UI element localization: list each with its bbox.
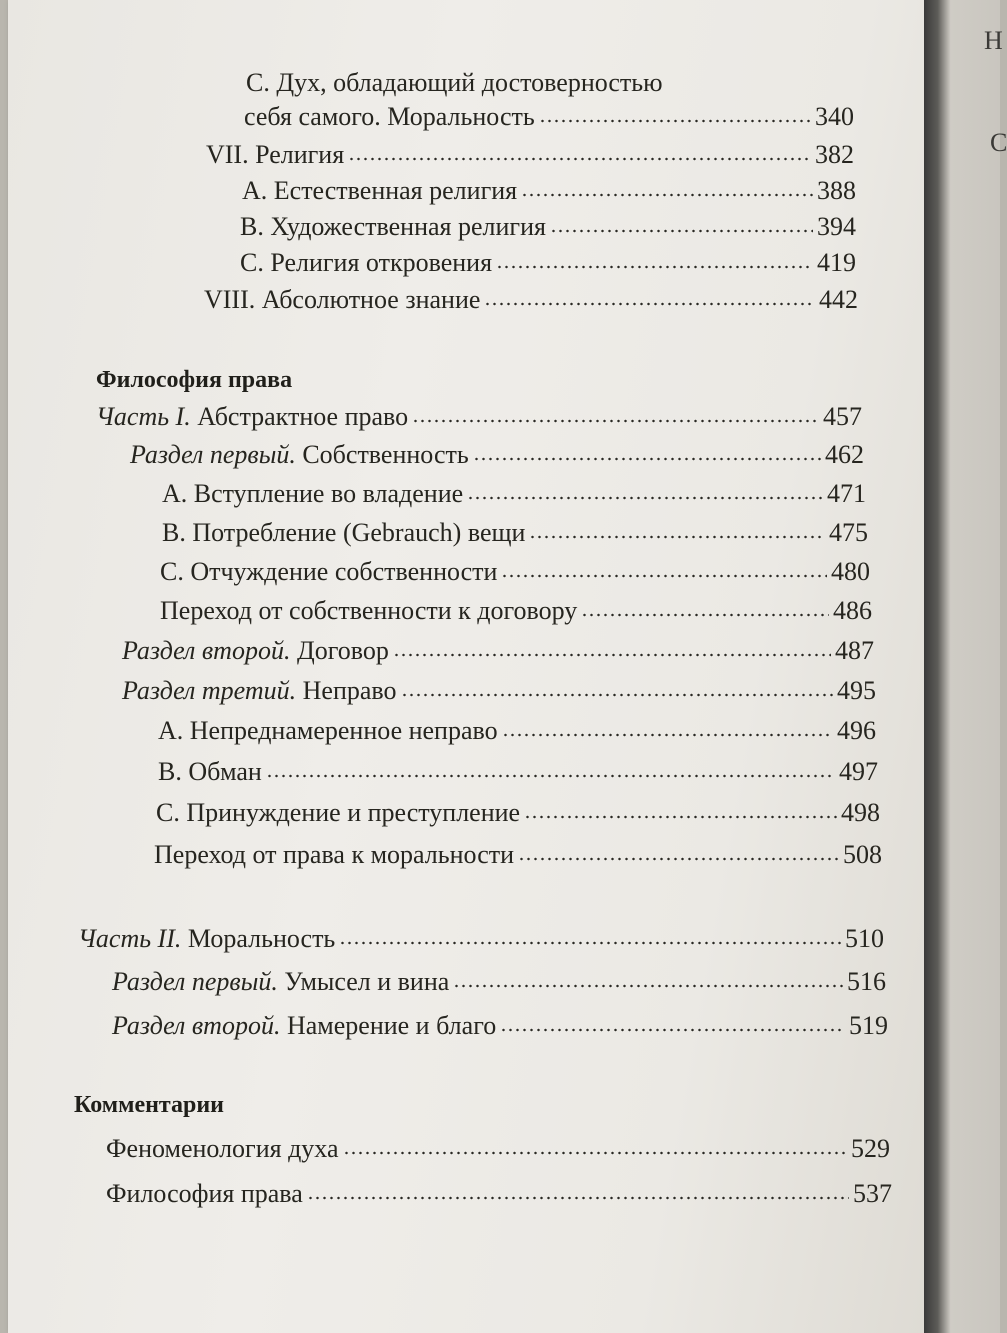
toc-page-number: 508 [843, 840, 882, 869]
dot-leader [393, 653, 831, 657]
toc-page-number: 510 [845, 924, 884, 953]
toc-entry-title [78, 924, 335, 954]
dot-leader [484, 302, 815, 306]
toc-entry-transition-to-morality [154, 840, 882, 870]
toc-entry-title: себя самого. Моральность [244, 102, 535, 131]
toc-entry-label: Раздел второй. [122, 636, 291, 665]
toc-page-number: 457 [823, 402, 862, 431]
toc-entry-intention-welfare [112, 1011, 888, 1041]
toc-page-number: 487 [835, 636, 874, 665]
toc-entry-transition-to-contract [160, 596, 872, 626]
toc-entry-title: C. Отчуждение собственности [160, 557, 498, 586]
dot-leader [266, 774, 835, 778]
dot-leader [501, 574, 827, 578]
toc-entry-religion [206, 140, 854, 170]
dot-leader [521, 193, 813, 197]
dot-leader [581, 613, 829, 617]
toc-entry-title [112, 967, 449, 997]
dot-leader [500, 1028, 845, 1032]
dot-leader [401, 693, 833, 697]
dot-leader [307, 1196, 849, 1200]
toc-page-number: 480 [831, 557, 870, 586]
toc-entry-label: Часть II. [78, 924, 182, 953]
toc-entry-title: Феноменология духа [106, 1134, 339, 1163]
toc-entry-sec2-contract [122, 636, 874, 666]
dot-leader [339, 941, 841, 945]
toc-entry-revealed-religion [240, 248, 856, 278]
dot-leader [524, 815, 837, 819]
dot-leader [539, 119, 811, 123]
toc-entry-title [112, 1011, 496, 1041]
toc-entry-label: Раздел первый. [130, 440, 296, 469]
toc-page-number: 442 [819, 285, 858, 314]
toc-entry-title: C. Принуждение и преступление [156, 798, 521, 827]
section-heading-philosophy-of-right: Философия права [96, 367, 293, 393]
dot-leader [348, 157, 811, 161]
dot-leader [529, 535, 825, 539]
toc-page-number: 382 [815, 140, 854, 169]
toc-page-number: 537 [853, 1179, 892, 1208]
toc-entry-title: A. Естественная религия [242, 176, 518, 205]
toc-entry-label: Раздел третий. [122, 676, 297, 705]
toc-entry-title: Переход от права к моральности [154, 840, 515, 869]
toc-page-number: 471 [827, 479, 866, 508]
dot-leader [467, 496, 823, 500]
toc-entry-text: Собственность [302, 440, 469, 469]
toc-entry-title: A. Вступление во владение [162, 479, 464, 508]
toc-page-number: 340 [815, 102, 854, 131]
dot-leader [496, 265, 813, 269]
toc-entry-title [122, 636, 389, 666]
toc-entry-use-of-thing [162, 518, 868, 548]
dot-leader [502, 733, 833, 737]
toc-entry-text: Абстрактное право [197, 402, 409, 431]
toc-page-number: 498 [841, 798, 880, 827]
toc-page-number: 529 [851, 1134, 890, 1163]
toc-entry-title: A. Непреднамеренное неправо [158, 716, 498, 745]
toc-entry-title [122, 676, 397, 706]
toc-entry-title: B. Потребление (Gebrauch) вещи [162, 518, 526, 547]
toc-page-number: 519 [849, 1011, 888, 1040]
toc-entry-text: Моральность [187, 924, 336, 953]
toc-entry-text: Договор [296, 636, 389, 665]
toc-page-number: 497 [839, 757, 878, 786]
toc-page-number: 516 [847, 967, 886, 996]
toc-entry-title: VII. Религия [206, 140, 345, 169]
toc-entry-text: Неправо [302, 676, 397, 705]
toc-entry-absolute-knowledge [204, 285, 858, 315]
toc-entry-taking-possession [162, 479, 866, 509]
toc-page-number: 475 [829, 518, 868, 547]
next-page-glyph-mid: С [990, 128, 1007, 157]
toc-entry-sec1-property [130, 440, 864, 470]
toc-entry-text: Умысел и вина [284, 967, 450, 996]
section-heading-commentary: Комментарии [74, 1092, 225, 1118]
toc-page-number: 496 [837, 716, 876, 745]
toc-entry-purpose-guilt [112, 967, 886, 997]
toc-entry-fraud [158, 757, 878, 787]
dot-leader [473, 457, 821, 461]
toc-entry-title [130, 440, 469, 470]
toc-entry-label: Часть I. [96, 402, 191, 431]
toc-entry-title: Переход от собственности к договору [160, 596, 578, 625]
toc-page-number: 486 [833, 596, 872, 625]
toc-entry-title: VIII. Абсолютное знание [204, 285, 481, 314]
dot-leader [343, 1151, 847, 1155]
toc-entry-part1 [96, 402, 862, 432]
toc-entry-comment-phenomenology [106, 1134, 890, 1164]
dot-leader [453, 984, 843, 988]
toc-entry-label: Раздел первый. [112, 967, 278, 996]
toc-entry-part2-morality [78, 924, 884, 954]
toc-entry-label: Раздел второй. [112, 1011, 281, 1040]
next-page-glyph-top: Н [984, 26, 1003, 55]
toc-entry-title: Философия права [106, 1179, 303, 1208]
toc-page-number: 462 [825, 440, 864, 469]
toc-entry-comment-philosophy-of-right [106, 1179, 892, 1209]
toc-entry-alienation [160, 557, 870, 587]
toc-entry-unintentional-wrong [158, 716, 876, 746]
toc-page-number: 419 [817, 248, 856, 277]
toc-entry-title: B. Художественная религия [240, 212, 546, 241]
toc-entry-text: Намерение и благо [286, 1011, 497, 1040]
toc-entry-spirit-c-line1: C. Дух, обладающий достоверностью [246, 68, 663, 97]
toc-entry-sec3-wrong [122, 676, 876, 706]
toc-entry-title: B. Обман [158, 757, 262, 786]
toc-entry-title [96, 402, 408, 432]
toc-page-number: 495 [837, 676, 876, 705]
dot-leader [412, 419, 819, 423]
toc-entry-title: C. Религия откровения [240, 248, 493, 277]
dot-leader [550, 229, 813, 233]
toc-entry-art-religion [240, 212, 856, 242]
toc-entry-coercion-crime [156, 798, 880, 828]
dot-leader [518, 857, 839, 861]
toc-entry-spirit-c [244, 102, 854, 132]
toc-page-number: 388 [817, 176, 856, 205]
toc-page-number: 394 [817, 212, 856, 241]
toc-entry-natural-religion [242, 176, 856, 206]
